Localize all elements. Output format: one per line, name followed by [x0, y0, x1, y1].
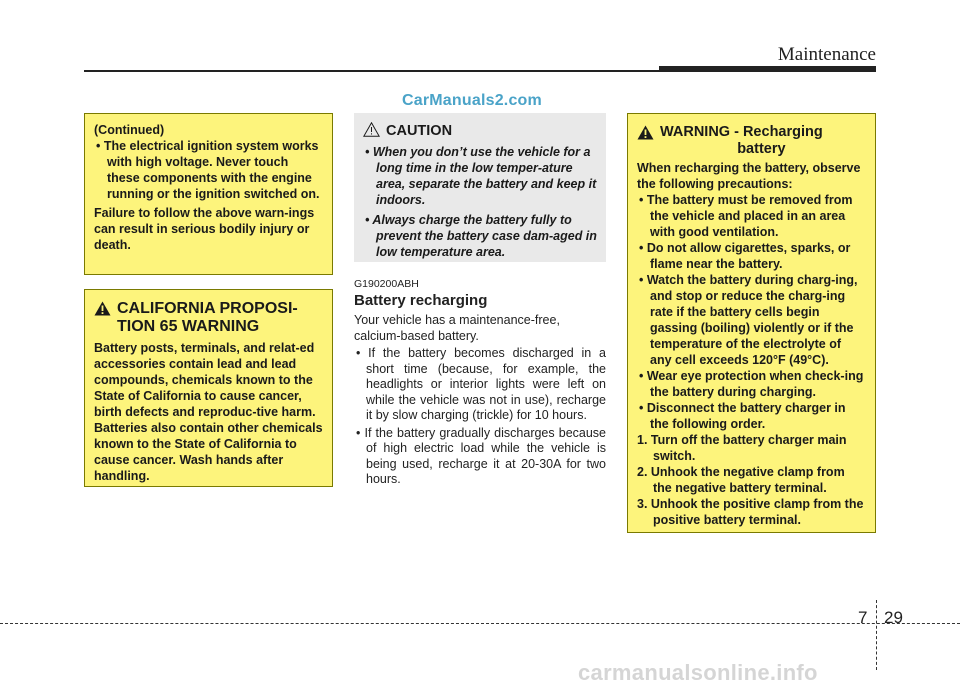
warning-bullet-1: • The battery must be removed from the vehicle and placed in an area with good ventilation. — [639, 193, 853, 239]
section-code: G190200ABH — [354, 278, 419, 290]
prop65-title: CALIFORNIA PROPOSI-TION 65 WARNING — [117, 300, 298, 335]
watermark-top[interactable]: CarManuals2.com — [402, 92, 542, 109]
recharging-warning-box — [627, 113, 876, 533]
warning-step-3: 3. Unhook the positive clamp from the positive battery terminal. — [637, 497, 864, 527]
caution-title: CAUTION — [386, 123, 453, 139]
footer-page-divider — [876, 600, 877, 670]
warning-title-line2: battery — [737, 141, 786, 157]
warning-bullet-3: • Watch the battery during charg-ing, and stop or reduce the charg-ing rate if the battery cells begin gassing (boiling) violently or if the temperature of the electrolyte of any cell exceeds 120°F (49°C). — [639, 273, 858, 367]
page-number: 29 — [884, 608, 903, 627]
header-rule-thick — [659, 66, 876, 72]
continued-heading: (Continued) — [94, 123, 165, 137]
warning-bullet-5: • Disconnect the battery charger in the following order. — [639, 401, 846, 431]
warning-title-line1: WARNING - Recharging — [660, 124, 823, 140]
watermark-bottom[interactable]: carmanualsonline.info — [578, 660, 818, 685]
section-bullet-1: • If the battery becomes discharged in a short time (because, for example, the headlights or interior lights were left on while the vehicle was not in use), recharge it by slow charging (trickle) for 10 hours. — [356, 346, 606, 422]
section-intro: Your vehicle has a maintenance-free, calcium-based battery. — [354, 313, 560, 343]
prop65-warning-box — [84, 289, 333, 487]
caution-bullet-1: • When you don’t use the vehicle for a long time in the low temper-ature area, separate the battery and keep it indoors. — [365, 145, 597, 207]
section-header-title: Maintenance — [777, 44, 876, 65]
caution-bullet-2: • Always charge the battery fully to prevent the battery case dam-aged in low temperature area. — [365, 213, 597, 259]
prop65-text: Battery posts, terminals, and relat-ed accessories contain lead and lead compounds, chemicals known to the State of California to cause cancer, birth defects and reproduc-tive harm. Batteries also contain other chemicals known to the State of California to cause cancer. Wash hands after handling. — [94, 341, 323, 483]
warning-triangle-icon — [94, 301, 111, 316]
section-bullet-2: • If the battery gradually discharges because of high electric load while the vehicle is being used, recharge it at 20-30A for two hours. — [356, 425, 606, 486]
warning-step-1: 1. Turn off the battery charger main switch. — [637, 433, 847, 463]
continued-bullet: • The electrical ignition system works with high voltage. Never touch these components with the engine running or the ignition switched on. — [96, 139, 320, 201]
footer-dashed-line — [0, 623, 960, 624]
warning-intro: When recharging the battery, observe the following precautions: — [637, 161, 861, 191]
page-chapter-number: 7 — [858, 608, 868, 627]
header-rule-thin — [84, 70, 659, 72]
warning-step-2: 2. Unhook the negative clamp from the negative battery terminal. — [637, 465, 845, 495]
caution-triangle-icon — [363, 122, 380, 137]
section-title: Battery recharging — [354, 292, 488, 309]
warning-bullet-2: • Do not allow cigarettes, sparks, or flame near the battery. — [639, 241, 851, 271]
section-body — [354, 313, 606, 488]
caution-box — [354, 113, 606, 262]
warning-bullet-4: • Wear eye protection when check-ing the battery during charging. — [639, 369, 864, 399]
continued-footer: Failure to follow the above warn-ings can result in serious bodily injury or death. — [94, 206, 315, 252]
continued-warning-box — [84, 113, 333, 275]
warning-triangle-icon — [637, 125, 654, 140]
